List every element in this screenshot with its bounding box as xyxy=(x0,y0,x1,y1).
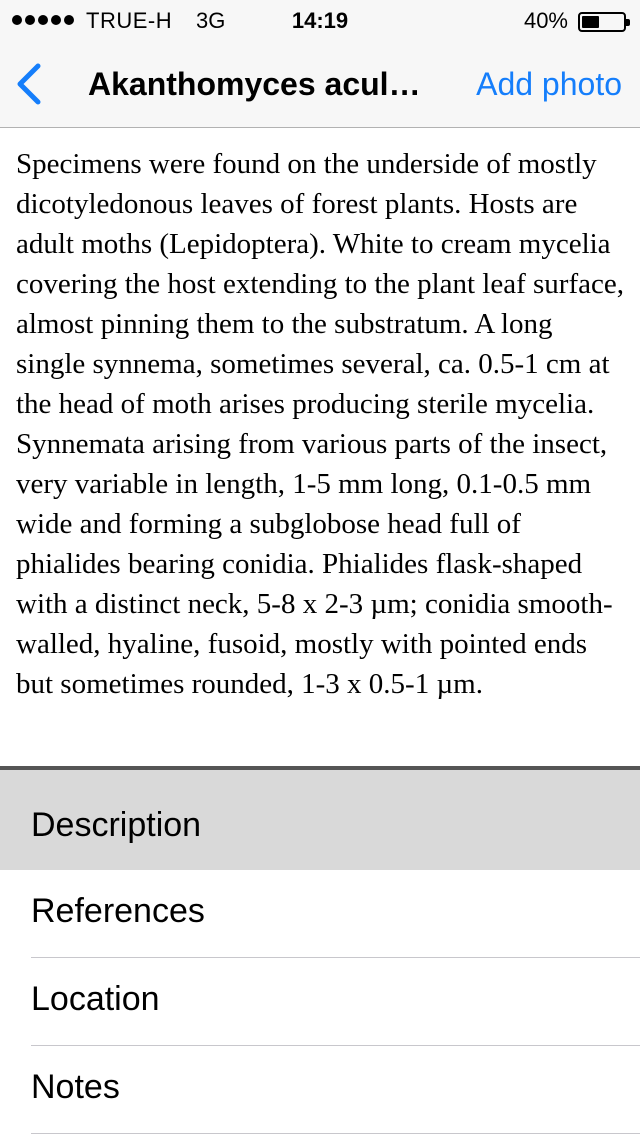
description-text: Specimens were found on the underside of mostly dicotyledonous leaves of forest plants. Hosts are adult moths (Lepidoptera). White to cream mycelia covering the host extending to the plant leaf surface, almost pinning them to the substratum. A long single synnema, sometimes several, ca. 0.5-1 cm at the head of moth arises producing sterile mycelia. Synnemata arising from various parts of the insect, very variable in length, 1-5 mm long, 0.1-0.5 mm wide and forming a subglobose head full of phialides bearing conidia. Phialides flask-shaped with a distinct neck, 5-8 x 2-3 µm; conidia smooth-walled, hyaline, fusoid, mostly with pointed ends but sometimes rounded, 1-3 x 0.5-1 µm. xyxy=(16,148,624,700)
row-separator xyxy=(31,1133,640,1134)
network-type: 3G xyxy=(196,8,226,33)
page-title: Akanthomyces acul… xyxy=(88,66,421,102)
status-bar xyxy=(0,0,640,40)
chevron-left-icon xyxy=(14,62,46,106)
section-item-description[interactable] xyxy=(0,770,640,870)
section-item-notes[interactable] xyxy=(0,1046,640,1134)
battery-icon xyxy=(578,12,626,32)
back-button[interactable] xyxy=(14,62,46,106)
section-item-label: Location xyxy=(31,980,160,1018)
section-list xyxy=(0,770,640,1136)
battery-percent: 40% xyxy=(523,8,568,33)
section-item-label: Description xyxy=(31,806,202,844)
navigation-bar xyxy=(0,40,640,128)
section-item-location[interactable] xyxy=(0,958,640,1046)
clock: 14:19 xyxy=(291,8,349,33)
header xyxy=(0,0,640,128)
section-item-references[interactable] xyxy=(0,870,640,958)
add-photo-button[interactable]: Add photo xyxy=(476,66,622,102)
section-item-label: Notes xyxy=(31,1068,120,1106)
section-item-label: References xyxy=(31,892,205,930)
carrier-name: TRUE-H xyxy=(86,8,173,33)
description-text-view[interactable] xyxy=(16,128,626,766)
